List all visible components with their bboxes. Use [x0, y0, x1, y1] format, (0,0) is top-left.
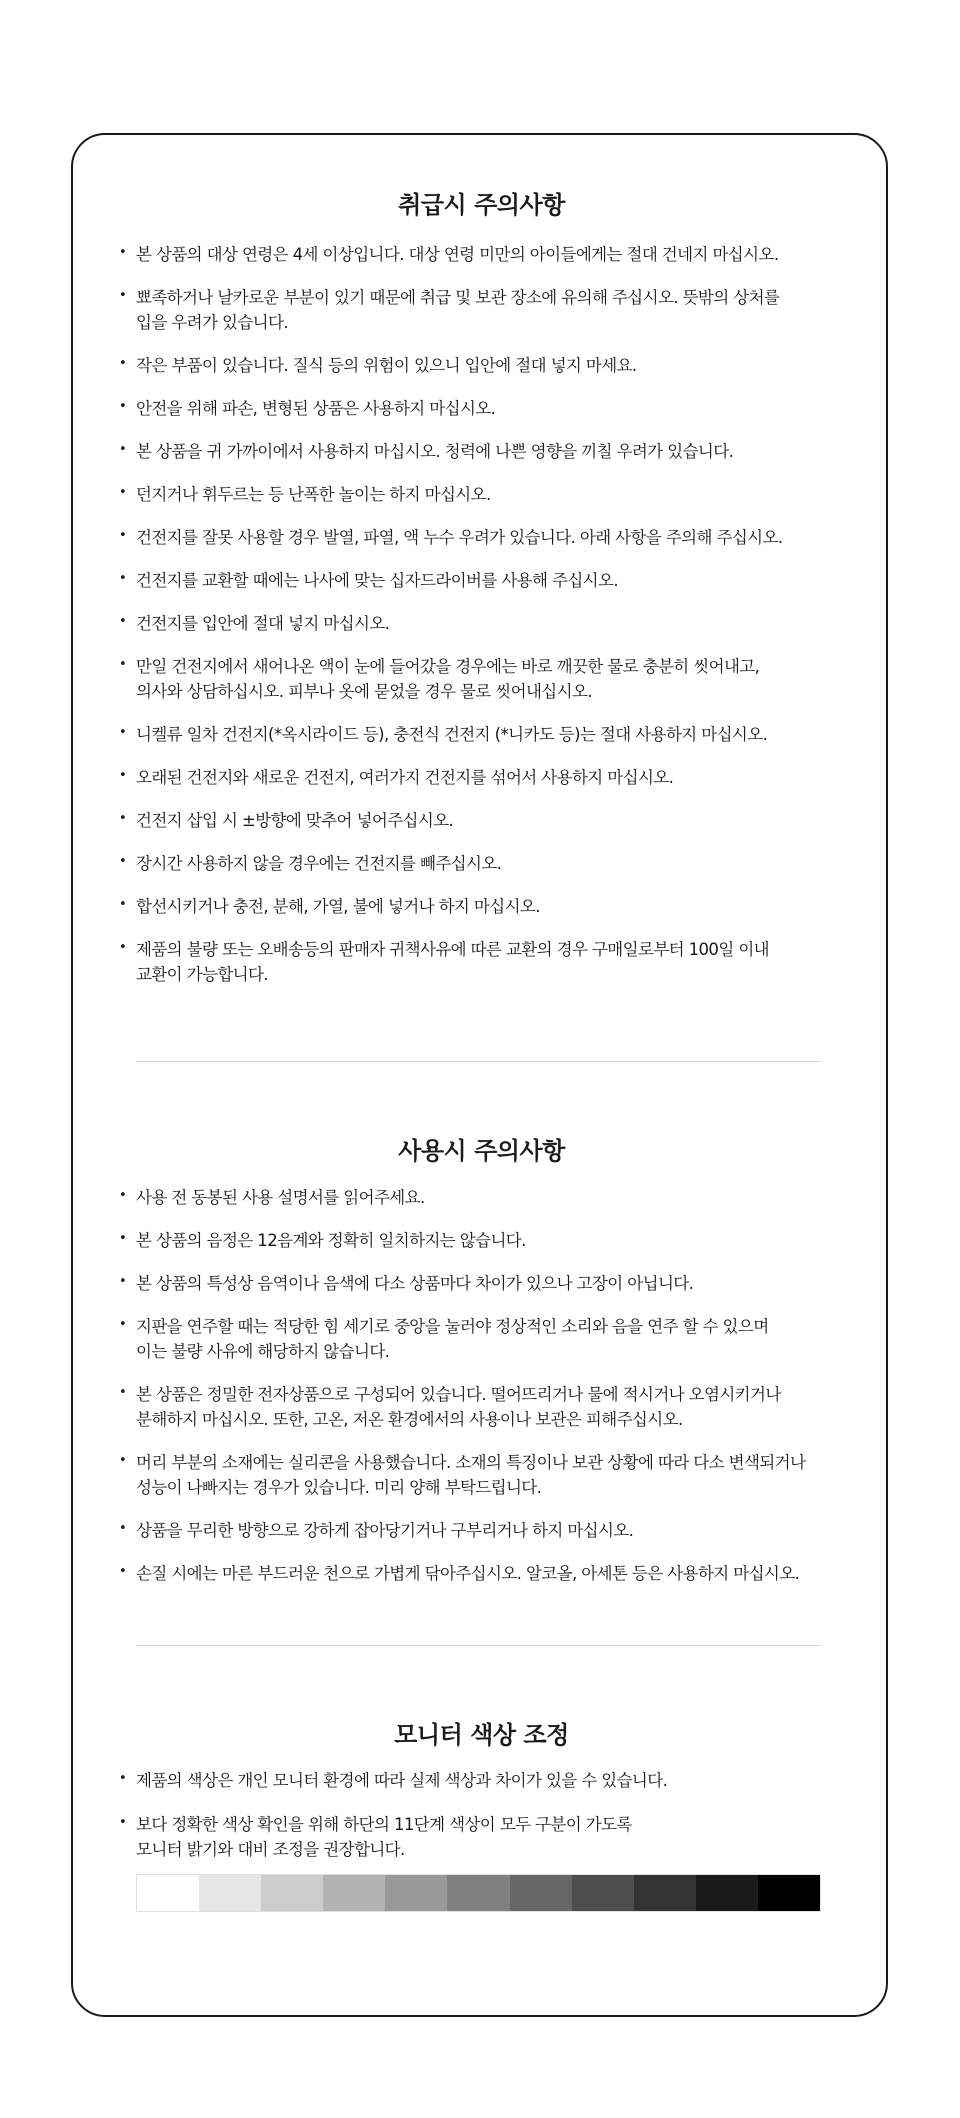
note-item: • 상품을 무리한 방향으로 강하게 잡아당기거나 구부리거나 하지 마십시오. [119, 1518, 849, 1543]
note-item: • 뾰족하거나 날카로운 부분이 있기 때문에 취급 및 보관 장소에 유의해 주십시오. 뜻밖의 상처를 입을 우려가 있습니다. [119, 285, 849, 335]
note-item: • 건전지 삽입 시 ±방향에 맞추어 넣어주십시오. [119, 808, 849, 833]
note-item: • 제품의 불량 또는 오배송등의 판매자 귀책사유에 따른 교환의 경우 구매일로부터 100일 이내 교환이 가능합니다. [119, 937, 849, 987]
gray-swatch-2 [199, 1875, 261, 1911]
note-item: • 던지거나 휘두르는 등 난폭한 놀이는 하지 마십시오. [119, 482, 849, 507]
gray-swatch-6 [447, 1875, 509, 1911]
gray-swatch-9 [634, 1875, 696, 1911]
grayscale-swatch-bar [136, 1874, 821, 1912]
notice-card [71, 133, 888, 2017]
note-item: • 합선시키거나 충전, 분해, 가열, 불에 넣거나 하지 마십시오. [119, 894, 849, 919]
note-item: • 본 상품을 귀 가까이에서 사용하지 마십시오. 청력에 나쁜 영향을 끼칠 우려가 있습니다. [119, 439, 849, 464]
note-item: • 장시간 사용하지 않을 경우에는 건전지를 빼주십시오. [119, 851, 849, 876]
note-item: • 보다 정확한 색상 확인을 위해 하단의 11단계 색상이 모두 구분이 가도록 모니터 밝기와 대비 조정을 권장합니다. [119, 1812, 849, 1862]
gray-swatch-3 [261, 1875, 323, 1911]
note-item: • 만일 건전지에서 새어나온 액이 눈에 들어갔을 경우에는 바로 깨끗한 물로 충분히 씻어내고, 의사와 상담하십시오. 피부나 옷에 묻었을 경우 물로 씻어내십시오. [119, 654, 849, 704]
gray-swatch-11 [758, 1875, 820, 1911]
gray-swatch-5 [385, 1875, 447, 1911]
gray-swatch-1 [137, 1875, 199, 1911]
gray-swatch-10 [696, 1875, 758, 1911]
note-item: • 본 상품의 음정은 12음계와 정확히 일치하지는 않습니다. [119, 1228, 849, 1253]
note-item: • 지판을 연주할 때는 적당한 힘 세기로 중앙을 눌러야 정상적인 소리와 음을 연주 할 수 있으며 이는 불량 사유에 해당하지 않습니다. [119, 1314, 849, 1364]
section-divider [136, 1061, 821, 1062]
section-title-usage: 사용시 주의사항 [398, 1137, 565, 1165]
usage-notes-list [119, 1185, 849, 1604]
note-item: • 본 상품의 대상 연령은 4세 이상입니다. 대상 연령 미만의 아이들에게는 절대 건네지 마십시오. [119, 242, 849, 267]
note-item: • 머리 부분의 소재에는 실리콘을 사용했습니다. 소재의 특징이나 보관 상황에 따라 다소 변색되거나 성능이 나빠지는 경우가 있습니다. 미리 양해 부탁드립니다. [119, 1450, 849, 1500]
gray-swatch-8 [572, 1875, 634, 1911]
section-title-monitor: 모니터 색상 조정 [394, 1721, 569, 1749]
note-item: • 건전지를 잘못 사용할 경우 발열, 파열, 액 누수 우려가 있습니다. 아래 사항을 주의해 주십시오. [119, 525, 849, 550]
note-item: • 사용 전 동봉된 사용 설명서를 읽어주세요. [119, 1185, 849, 1210]
monitor-notes-list [119, 1768, 849, 1881]
note-item: • 손질 시에는 마른 부드러운 천으로 가볍게 닦아주십시오. 알코올, 아세톤 등은 사용하지 마십시오. [119, 1561, 849, 1586]
note-item: • 오래된 건전지와 새로운 건전지, 여러가지 건전지를 섞어서 사용하지 마십시오. [119, 765, 849, 790]
note-item: • 본 상품은 정밀한 전자상품으로 구성되어 있습니다. 떨어뜨리거나 물에 적시거나 오염시키거나 분해하지 마십시오. 또한, 고온, 저온 환경에서의 사용이나 보관은 피해주십시오. [119, 1382, 849, 1432]
note-item: • 니켈류 일차 건전지(*옥시라이드 등), 충전식 건전지 (*니카도 등)는 절대 사용하지 마십시오. [119, 722, 849, 747]
note-item: • 제품의 색상은 개인 모니터 환경에 따라 실제 색상과 차이가 있을 수 있습니다. [119, 1768, 849, 1793]
note-item: • 안전을 위해 파손, 변형된 상품은 사용하지 마십시오. [119, 396, 849, 421]
gray-swatch-7 [510, 1875, 572, 1911]
note-item: • 건전지를 입안에 절대 넣지 마십시오. [119, 611, 849, 636]
section-divider [136, 1645, 821, 1646]
handling-notes-list [119, 242, 849, 1005]
gray-swatch-4 [323, 1875, 385, 1911]
note-item: • 본 상품의 특성상 음역이나 음색에 다소 상품마다 차이가 있으나 고장이 아닙니다. [119, 1271, 849, 1296]
section-title-handling: 취급시 주의사항 [398, 191, 565, 219]
note-item: • 건전지를 교환할 때에는 나사에 맞는 십자드라이버를 사용해 주십시오. [119, 568, 849, 593]
note-item: • 작은 부품이 있습니다. 질식 등의 위험이 있으니 입안에 절대 넣지 마세요. [119, 353, 849, 378]
